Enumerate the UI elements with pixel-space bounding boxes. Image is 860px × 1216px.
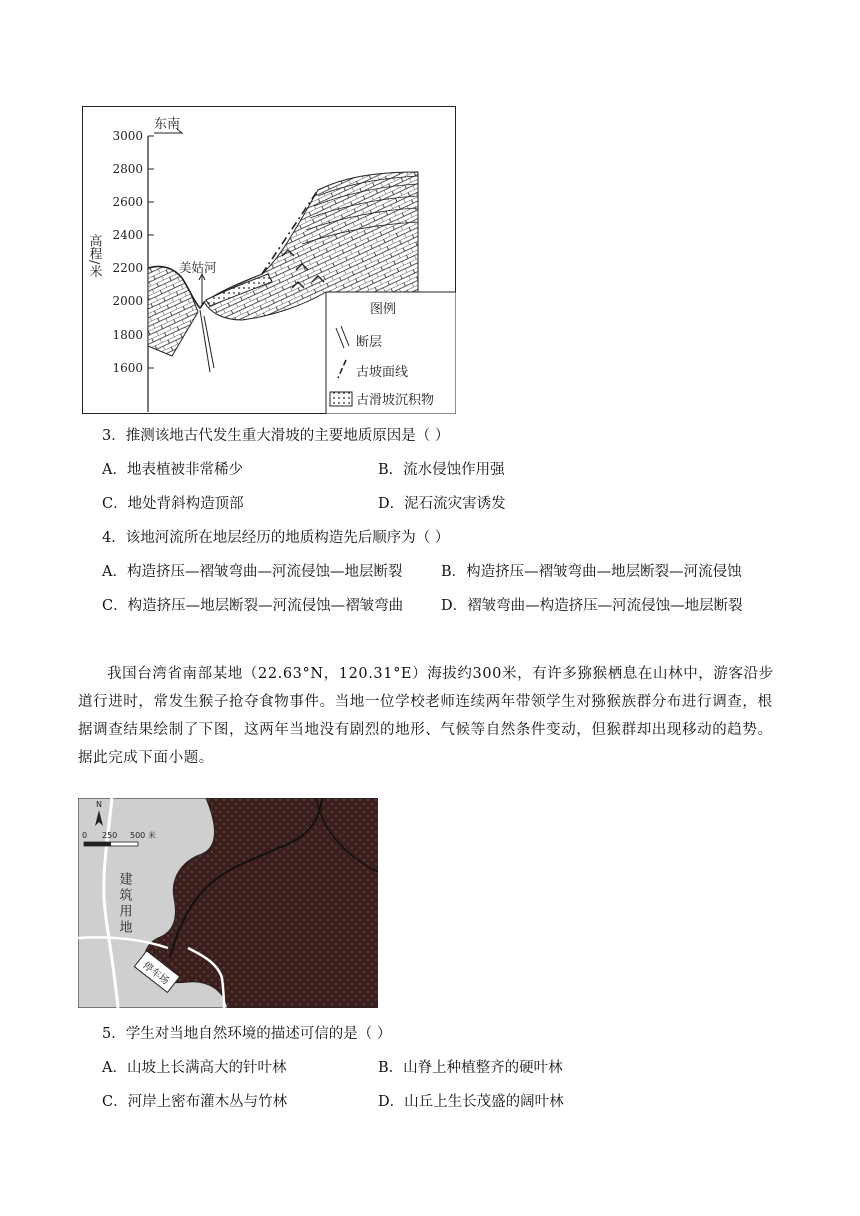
svg-text:1800: 1800 bbox=[112, 328, 143, 342]
question-3-option-d: D．泥石流灾害诱发 bbox=[378, 496, 506, 512]
question-4-option-d: D．褶皱弯曲—构造挤压—河流侵蚀—地层断裂 bbox=[441, 598, 743, 614]
svg-text:1600: 1600 bbox=[112, 361, 143, 375]
legend-deposit bbox=[330, 392, 434, 408]
question-4-option-b: B．构造挤压—褶皱弯曲—地层断裂—河流侵蚀 bbox=[441, 564, 742, 580]
question-5-option-b: B．山脊上种植整齐的硬叶林 bbox=[378, 1060, 563, 1076]
legend-title: 图例 bbox=[370, 302, 397, 317]
question-3-stem: 3．推测该地古代发生重大滑坡的主要地质原因是（ ） bbox=[102, 428, 450, 444]
svg-text:250: 250 bbox=[102, 831, 118, 840]
svg-text:N: N bbox=[96, 800, 102, 809]
question-5-stem: 5．学生对当地自然环境的描述可信的是（ ） bbox=[102, 1026, 392, 1042]
building-land-label: 建筑用地 bbox=[116, 872, 132, 936]
question-4-option-c: C．构造挤压—地层断裂—河流侵蚀—褶皱弯曲 bbox=[102, 598, 404, 614]
svg-text:古坡面线: 古坡面线 bbox=[356, 365, 409, 380]
question-4-stem: 4．该地河流所在地层经历的地质构造先后顺序为（ ） bbox=[102, 530, 450, 546]
svg-text:2200: 2200 bbox=[112, 261, 143, 275]
question-3-option-b: B．流水侵蚀作用强 bbox=[378, 462, 505, 478]
river-label: 美姑河 bbox=[179, 260, 217, 275]
y-axis-label: 高程/米 bbox=[86, 234, 102, 278]
macaque-distribution-map bbox=[78, 798, 378, 1008]
svg-text:停车场: 停车场 bbox=[140, 960, 171, 988]
svg-text:2800: 2800 bbox=[112, 162, 143, 176]
svg-text:500 米: 500 米 bbox=[130, 831, 156, 840]
question-3-option-a: A．地表植被非常稀少 bbox=[102, 462, 243, 478]
svg-text:3000: 3000 bbox=[112, 129, 143, 143]
svg-text:2000: 2000 bbox=[112, 294, 143, 308]
geology-cross-section-figure bbox=[82, 106, 456, 414]
svg-text:2400: 2400 bbox=[112, 228, 143, 242]
svg-text:断层: 断层 bbox=[356, 335, 383, 350]
question-5-option-d: D．山丘上生长茂盛的阔叶林 bbox=[378, 1094, 564, 1110]
passage-text: 我国台湾省南部某地（22.63°N，120.31°E）海拔约300米，有许多猕猴栖息在山林中，游客沿步道行进时，常发生猴子抢夺食物事件。当地一位学校老师连续两年带领学生对猕猴族群分布进行调查，根据调查结果绘制了下图，这两年当地没有剧烈的地形、气候等自然条件变动，但猴群却出现移动的趋势。据此完成下面小题。 bbox=[78, 666, 774, 766]
direction-label: 东南 bbox=[154, 117, 181, 132]
svg-text:0: 0 bbox=[82, 831, 88, 840]
question-4-option-a: A．构造挤压—褶皱弯曲—河流侵蚀—地层断裂 bbox=[102, 564, 403, 580]
question-5-option-a: A．山坡上长满高大的针叶林 bbox=[102, 1060, 287, 1076]
question-5-option-c: C．河岸上密布灌木丛与竹林 bbox=[102, 1094, 288, 1110]
question-3-option-c: C．地处背斜构造顶部 bbox=[102, 496, 244, 512]
svg-text:古滑坡沉积物: 古滑坡沉积物 bbox=[356, 393, 435, 408]
svg-text:2600: 2600 bbox=[112, 195, 143, 209]
